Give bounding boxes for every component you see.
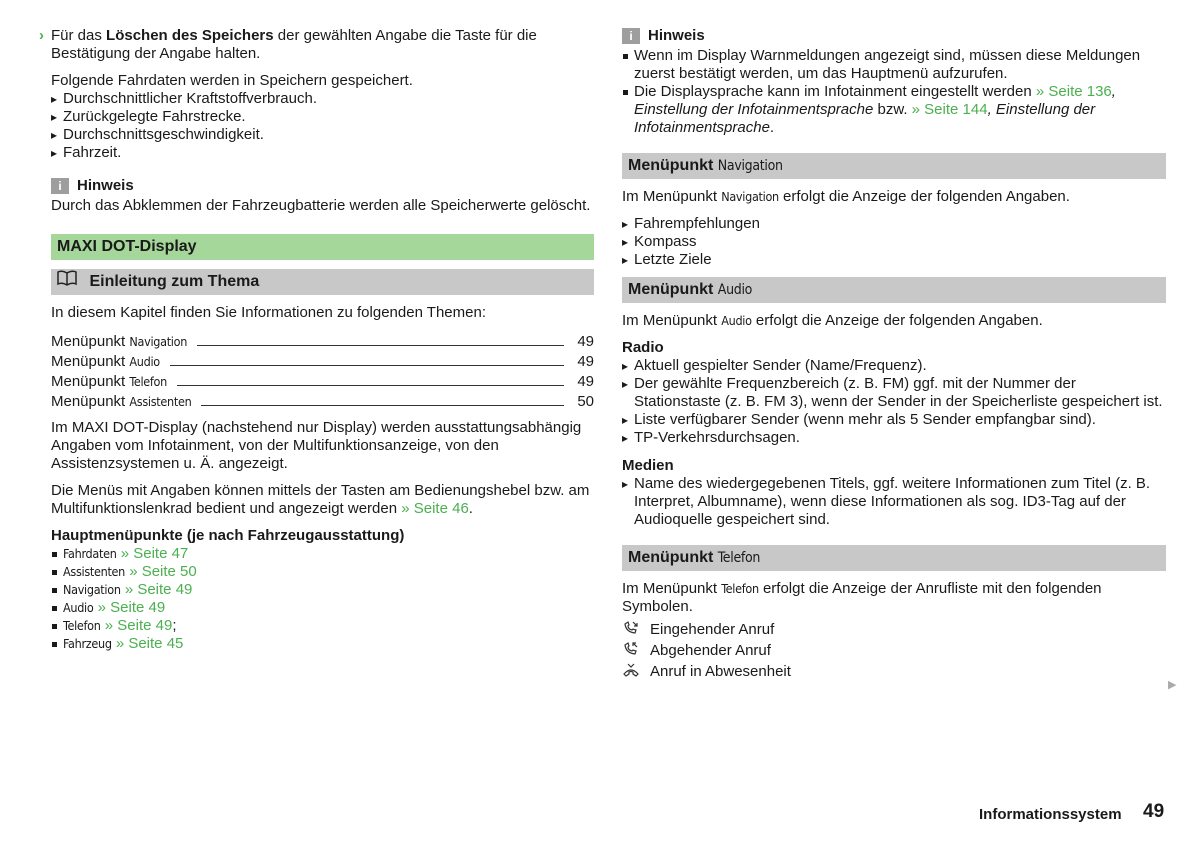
menu-title: Menüpunkt [628, 157, 714, 174]
note-heading [622, 27, 1166, 45]
call-row [622, 661, 1166, 682]
toc-leader [201, 405, 564, 406]
main-menu-item: Navigation » Seite 49 [51, 581, 594, 599]
toc-leader [177, 385, 564, 386]
main-menu-item: Audio » Seite 49 [51, 599, 594, 617]
note-item: Wenn im Display Warnmeldungen angezeigt sind, müssen diese Meldungen zuerst bestätigt werden, um das Hauptmenü aufzurufen. [622, 47, 1166, 83]
page-link[interactable]: » Seite 47 [120, 545, 189, 562]
book-icon [57, 269, 77, 295]
continue-arrow-icon: ▶ [1168, 679, 1177, 691]
main-menu-item: Assistenten » Seite 50 [51, 563, 594, 581]
info-icon: i [51, 178, 69, 194]
audio-intro: Im Menüpunkt Audio erfolgt die Anzeige der folgenden Angaben. [622, 312, 1043, 329]
page-link[interactable]: » Seite 49 [104, 617, 173, 634]
toc-label: Menüpunkt Audio [51, 353, 160, 370]
paragraph-display: Im MAXI DOT-Display (nachstehend nur Display) werden ausstattungsabhängig Angaben vom Infotainment, von der Multifunktionsanzeige, von den Assistenzsystemen u. Ä. angezeigt. [51, 419, 582, 472]
list-item: ▸ Aktuell gespielter Sender (Name/Frequenz). [622, 357, 1166, 375]
page-link[interactable]: » Seite 46 [401, 500, 469, 517]
page-number: 49 [1143, 801, 1165, 822]
section-title-bar [51, 234, 594, 260]
toc-label: Menüpunkt Navigation [51, 333, 188, 350]
stored-intro: Folgende Fahrdaten werden in Speichern gespeichert. [51, 72, 413, 89]
call-label: Eingehender Anruf [650, 620, 775, 638]
main-menu-item: Telefon » Seite 49; [51, 617, 594, 635]
menu-telefon-bar [622, 545, 1166, 571]
intro-text: Für das [51, 27, 107, 44]
nav-intro: Im Menüpunkt Navigation erfolgt die Anzeige der folgenden Angaben. [622, 188, 1070, 205]
page-link[interactable]: » Seite 49 [97, 599, 166, 616]
toc-page: 49 [577, 353, 594, 370]
list-item: ▸ Zurückgelegte Fahrstrecke. [51, 108, 594, 126]
missed-call-icon [622, 662, 650, 682]
media-title: Medien [622, 457, 674, 474]
page-link[interactable]: » Seite 144 [911, 101, 988, 118]
toc-row[interactable] [51, 331, 594, 351]
paragraph-menus: Die Menüs mit Angaben können mittels der Tasten am Bedienungshebel bzw. am Multifunktionslenkrad bedient und angezeigt werden » Seite 46. [51, 482, 590, 517]
page-link[interactable]: » Seite 50 [129, 563, 197, 580]
call-row [622, 619, 1166, 640]
toc-page: 49 [577, 333, 594, 350]
menu-title: Menüpunkt [628, 549, 714, 566]
list-item: ▸ Kompass [622, 233, 1166, 251]
footer-chapter-title: Informationssystem [979, 806, 1122, 823]
toc-row[interactable] [51, 371, 594, 391]
tel-intro: Im Menüpunkt Telefon erfolgt die Anzeige der Anrufliste mit den folgenden Symbolen. [622, 580, 1102, 615]
incoming-call-icon [622, 620, 650, 640]
topics-intro: In diesem Kapitel finden Sie Informationen zu folgenden Themen: [51, 304, 486, 321]
note-heading [51, 177, 594, 195]
list-item: ▸ Fahrempfehlungen [622, 215, 1166, 233]
menu-name: Navigation [717, 158, 783, 174]
intro-text-end: der gewählten Angabe die Taste für die Bestätigung der Angabe halten. [51, 27, 537, 62]
menu-title: Menüpunkt [628, 281, 714, 298]
note-item: Die Displaysprache kann im Infotainment eingestellt werden » Seite 136, Einstellung der Infotainmentsprache bzw. » Seite 144, Einstellung der Infotainmentsprache. [622, 83, 1166, 137]
call-label: Abgehender Anruf [650, 641, 771, 659]
call-label: Anruf in Abwesenheit [650, 662, 791, 680]
list-item: ▸ Letzte Ziele [622, 251, 1166, 269]
list-item: ▸ Durchschnittsgeschwindigkeit. [51, 126, 594, 144]
list-item: ▸ Liste verfügbarer Sender (wenn mehr als 5 Sender empfangbar sind). [622, 411, 1166, 429]
menu-navigation-bar [622, 153, 1166, 179]
toc-page: 49 [577, 373, 594, 390]
page-link[interactable]: » Seite 136 [1035, 83, 1112, 100]
list-item: ▸ Name des wiedergegebenen Titels, ggf. weitere Informationen zum Titel (z. B. Interpret, Albumname), wenn diese Informationen als sog. ID3-Tag auf der Audioquelle gespeichert sind. [622, 475, 1166, 529]
main-menu-item: Fahrzeug » Seite 45 [51, 635, 594, 653]
toc-label: Menüpunkt Assistenten [51, 393, 192, 410]
list-item: ▸ Fahrzeit. [51, 144, 594, 162]
intro-paragraph [41, 27, 594, 63]
note-title: Hinweis [648, 27, 705, 44]
toc-page: 50 [577, 393, 594, 410]
info-icon: i [622, 28, 640, 44]
note-text: Durch das Abklemmen der Fahrzeugbatterie werden alle Speicherwerte gelöscht. [51, 197, 591, 214]
left-column [39, 27, 594, 653]
list-item: ▸ TP-Verkehrsdurchsagen. [622, 429, 1166, 447]
menu-audio-bar [622, 277, 1166, 303]
outgoing-call-icon [622, 641, 650, 661]
menu-name: Telefon [717, 550, 761, 566]
continue-chevron-icon: › [39, 27, 44, 44]
list-item: ▸ Der gewählte Frequenzbereich (z. B. FM) ggf. mit der Nummer der Stationstaste (z. B. FM 3), wenn der Sender in der Speicherliste gespeichert ist. [622, 375, 1166, 411]
subsection-title: Einleitung zum Thema [89, 273, 260, 291]
menu-name: Audio [717, 282, 753, 298]
main-menu-title: Hauptmenüpunkte (je nach Fahrzeugausstattung) [51, 527, 405, 544]
subsection-title-bar [51, 269, 594, 295]
note-title: Hinweis [77, 177, 134, 194]
list-item: ▸ Durchschnittlicher Kraftstoffverbrauch. [51, 90, 594, 108]
radio-title: Radio [622, 339, 664, 356]
intro-bold: Löschen des Speichers [106, 27, 274, 44]
page-link[interactable]: » Seite 45 [115, 635, 184, 652]
main-menu-item: Fahrdaten » Seite 47 [51, 545, 594, 563]
right-column [622, 27, 1166, 682]
toc-row[interactable] [51, 391, 594, 411]
call-row [622, 640, 1166, 661]
toc-label: Menüpunkt Telefon [51, 373, 167, 390]
section-title: MAXI DOT-Display [57, 238, 197, 255]
toc-row[interactable] [51, 351, 594, 371]
page-link[interactable]: » Seite 49 [124, 581, 193, 598]
toc-leader [170, 365, 564, 366]
toc-leader [197, 345, 564, 346]
